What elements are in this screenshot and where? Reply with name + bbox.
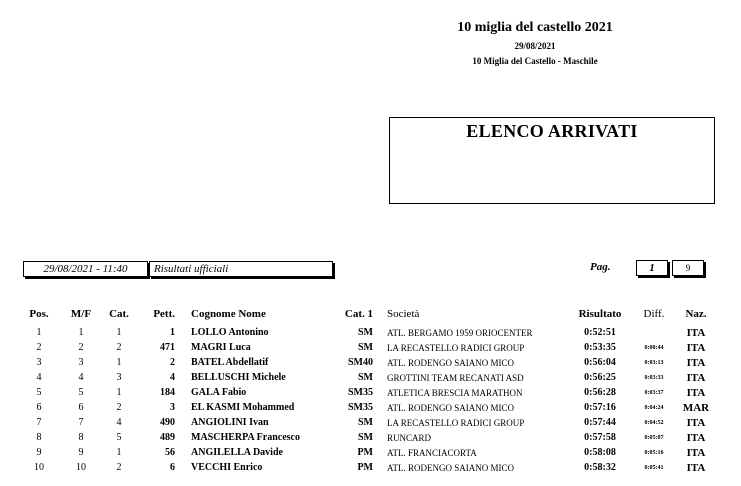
- mf-cell: 5: [78, 387, 84, 398]
- name-cell: BELLUSCHI Michele: [191, 372, 286, 383]
- mf-cell: 9: [78, 447, 84, 458]
- page-current: 1: [636, 260, 668, 276]
- diff-cell: 0:03:37: [644, 389, 664, 396]
- mf-cell: 6: [78, 402, 84, 413]
- cat-cell: 4: [116, 417, 122, 428]
- bib-cell: 6: [170, 462, 175, 473]
- table-row: [17, 385, 717, 400]
- result-cell: 0:57:44: [584, 417, 616, 428]
- club-cell: ATLETICA BRESCIA MARATHON: [387, 387, 523, 398]
- diff-cell: [633, 325, 675, 340]
- mf-cell: 4: [78, 372, 84, 383]
- table-row: [17, 370, 717, 385]
- cat-cell: 1: [116, 327, 122, 338]
- diff-cell: 0:03:33: [644, 374, 664, 381]
- name-cell: GALA Fabio: [191, 387, 247, 398]
- pos-cell: 9: [36, 447, 42, 458]
- nat-cell: ITA: [686, 431, 706, 444]
- club-cell: ATL. BERGAMO 1959 ORIOCENTER: [387, 327, 533, 338]
- cat1-cell: SM35: [348, 387, 373, 398]
- mf-cell: 8: [78, 432, 84, 443]
- print-datetime: 29/08/2021 - 11:40: [23, 261, 148, 277]
- pos-cell: 3: [36, 357, 42, 368]
- mf-cell: 1: [78, 327, 84, 338]
- club-cell: LA RECASTELLO RADICI GROUP: [387, 342, 525, 353]
- table-header-row: [17, 303, 717, 325]
- mf-cell: 2: [78, 342, 84, 353]
- pos-cell: 10: [34, 462, 44, 473]
- bib-cell: 56: [165, 447, 175, 458]
- nat-cell: ITA: [686, 371, 706, 384]
- club-cell: LA RECASTELLO RADICI GROUP: [387, 417, 525, 428]
- result-cell: 0:52:51: [584, 327, 616, 338]
- pos-cell: 4: [36, 372, 42, 383]
- cat-cell: 3: [116, 372, 122, 383]
- bib-cell: 4: [170, 372, 175, 383]
- event-title: 10 miglia del castello 2021: [457, 20, 613, 35]
- cat1-cell: SM35: [348, 402, 373, 413]
- club-cell: ATL. FRANCIACORTA: [387, 447, 477, 458]
- col-header-nat: Naz.: [685, 308, 707, 320]
- name-cell: ANGILELLA Davide: [191, 447, 283, 458]
- nat-cell: ITA: [686, 356, 706, 369]
- table-row: [17, 340, 717, 355]
- cat1-cell: SM: [358, 417, 373, 428]
- col-header-pos: Pos.: [29, 308, 49, 320]
- nat-cell: ITA: [686, 446, 706, 459]
- pos-cell: 8: [36, 432, 42, 443]
- cat-cell: 2: [116, 402, 122, 413]
- results-table: [17, 303, 717, 475]
- bib-cell: 471: [160, 342, 175, 353]
- club-cell: ATL. RODENGO SAIANO MICO: [387, 357, 514, 368]
- table-row: [17, 355, 717, 370]
- diff-cell: 0:05:41: [644, 464, 664, 471]
- bib-cell: 489: [160, 432, 175, 443]
- diff-cell: 0:03:13: [644, 359, 664, 366]
- club-cell: GROTTINI TEAM RECANATI ASD: [387, 372, 524, 383]
- nat-cell: MAR: [682, 401, 710, 414]
- pos-cell: 6: [36, 402, 42, 413]
- cat1-cell: PM: [357, 462, 373, 473]
- result-cell: 0:57:16: [584, 402, 616, 413]
- diff-cell: 0:04:52: [644, 419, 664, 426]
- bib-cell: 184: [160, 387, 175, 398]
- col-header-result: Risultato: [578, 308, 622, 320]
- result-cell: 0:56:04: [584, 357, 616, 368]
- cat-cell: 1: [116, 447, 122, 458]
- cat1-cell: SM: [358, 327, 373, 338]
- nat-cell: ITA: [686, 341, 706, 354]
- cat1-cell: SM: [358, 342, 373, 353]
- bib-cell: 3: [170, 402, 175, 413]
- nat-cell: ITA: [686, 416, 706, 429]
- col-header-cat: Cat.: [109, 308, 129, 320]
- club-cell: ATL. RODENGO SAIANO MICO: [387, 402, 514, 413]
- col-header-diff: Diff.: [643, 308, 665, 320]
- name-cell: BATEL Abdellatif: [191, 357, 269, 368]
- cat1-cell: SM: [358, 372, 373, 383]
- bib-cell: 2: [170, 357, 175, 368]
- table-row: [17, 460, 717, 475]
- name-cell: MASCHERPA Francesco: [191, 432, 300, 443]
- col-header-cat1: Cat. 1: [344, 308, 373, 320]
- cat1-cell: PM: [357, 447, 373, 458]
- club-cell: RUNCARD: [387, 432, 432, 443]
- result-cell: 0:58:32: [584, 462, 616, 473]
- col-header-club: Società: [387, 308, 420, 320]
- diff-cell: 0:05:16: [644, 449, 664, 456]
- diff-cell: 0:05:07: [644, 434, 664, 441]
- page-total: 9: [672, 260, 704, 276]
- report-title: ELENCO ARRIVATI: [466, 121, 638, 141]
- cat-cell: 2: [116, 462, 122, 473]
- diff-cell: 0:04:24: [644, 404, 664, 411]
- col-header-mf: M/F: [70, 308, 92, 320]
- cat-cell: 1: [116, 387, 122, 398]
- col-header-bib: Pett.: [153, 308, 175, 320]
- cat-cell: 1: [116, 357, 122, 368]
- result-cell: 0:53:35: [584, 342, 616, 353]
- table-row: [17, 325, 717, 340]
- table-row: [17, 430, 717, 445]
- bib-cell: 1: [170, 327, 175, 338]
- result-cell: 0:56:25: [584, 372, 616, 383]
- pos-cell: 5: [36, 387, 42, 398]
- table-row: [17, 400, 717, 415]
- cat1-cell: SM40: [348, 357, 373, 368]
- table-row: [17, 415, 717, 430]
- event-date: 29/08/2021: [514, 41, 556, 51]
- result-cell: 0:58:08: [584, 447, 616, 458]
- table-row: [17, 445, 717, 460]
- pos-cell: 2: [36, 342, 42, 353]
- bib-cell: 490: [160, 417, 175, 428]
- name-cell: VECCHI Enrico: [191, 462, 263, 473]
- nat-cell: ITA: [686, 326, 706, 339]
- name-cell: ANGIOLINI Ivan: [191, 417, 269, 428]
- club-cell: ATL. RODENGO SAIANO MICO: [387, 462, 514, 473]
- page-label: Pag.: [590, 261, 611, 273]
- name-cell: LOLLO Antonino: [191, 327, 269, 338]
- name-cell: EL KASMI Mohammed: [191, 402, 295, 413]
- mf-cell: 10: [76, 462, 86, 473]
- cat-cell: 5: [116, 432, 122, 443]
- nat-cell: ITA: [686, 386, 706, 399]
- cat1-cell: SM: [358, 432, 373, 443]
- result-cell: 0:57:58: [584, 432, 616, 443]
- cat-cell: 2: [116, 342, 122, 353]
- mf-cell: 7: [78, 417, 84, 428]
- pos-cell: 1: [36, 327, 42, 338]
- col-header-name: Cognome Nome: [191, 308, 266, 320]
- diff-cell: 0:00:44: [644, 344, 664, 351]
- results-status: Risultati ufficiali: [149, 261, 333, 277]
- nat-cell: ITA: [686, 461, 706, 474]
- result-cell: 0:56:28: [584, 387, 616, 398]
- name-cell: MAGRI Luca: [191, 342, 251, 353]
- race-name: 10 Miglia del Castello - Maschile: [472, 56, 598, 66]
- pos-cell: 7: [36, 417, 42, 428]
- mf-cell: 3: [78, 357, 84, 368]
